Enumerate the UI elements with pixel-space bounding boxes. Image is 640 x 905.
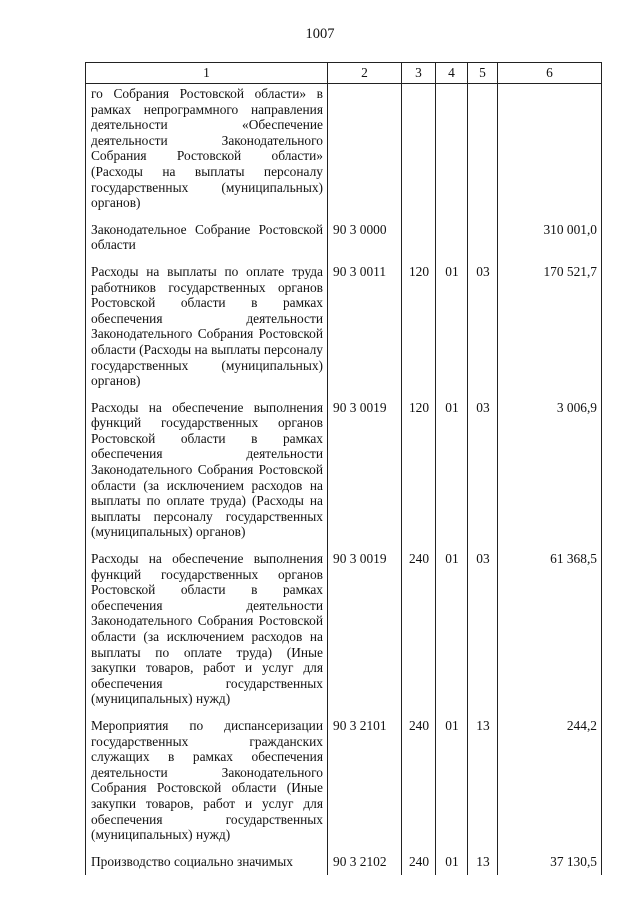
table-row [86, 712, 602, 848]
row-amount: 3 006,9 [498, 394, 602, 545]
row-amount [498, 84, 602, 216]
row-vr: 120 [402, 258, 436, 394]
row-description: Расходы на выплаты по оплате труда работников государственных органов Ростовской области в рамках обеспечения деятельности Законодательного Собрания Ростовской области (Расходы на выплаты персоналу государственных (муниципальных) органов) [86, 258, 328, 394]
header-col-1: 1 [86, 63, 328, 84]
row-code: 90 3 2101 [328, 712, 402, 848]
row-vr [402, 84, 436, 216]
row-vr: 240 [402, 712, 436, 848]
row-rz: 01 [436, 545, 468, 712]
row-code: 90 3 0019 [328, 545, 402, 712]
row-description: Производство социально значимых [86, 848, 328, 876]
table-row [86, 216, 602, 258]
row-amount: 170 521,7 [498, 258, 602, 394]
table-row [86, 258, 602, 394]
row-description: Расходы на обеспечение выполнения функций государственных органов Ростовской области в рамках обеспечения деятельности Законодательного Собрания Ростовской области (за исключением расходов на выплаты по оплате труда) (Иные закупки товаров, работ и услуг для обеспечения государственных (муниципальных) нужд) [86, 545, 328, 712]
row-amount: 244,2 [498, 712, 602, 848]
row-description: Законодательное Собрание Ростовской области [86, 216, 328, 258]
row-rz [436, 216, 468, 258]
row-rz [436, 84, 468, 216]
row-vr: 120 [402, 394, 436, 545]
row-pr: 03 [468, 258, 498, 394]
table-body [86, 84, 602, 876]
row-description: Расходы на обеспечение выполнения функций государственных органов Ростовской области в рамках обеспечения деятельности Законодательного Собрания Ростовской области (за исключением расходов на выплаты по оплате труда) (Расходы на выплаты персоналу государственных (муниципальных) органов) [86, 394, 328, 545]
table-row [86, 848, 602, 876]
row-code: 90 3 0019 [328, 394, 402, 545]
row-rz: 01 [436, 258, 468, 394]
table-row [86, 545, 602, 712]
row-description: Мероприятия по диспансеризации государственных гражданских служащих в рамках обеспечения деятельности Законодательного Собрания Ростовской области (Иные закупки товаров, работ и услуг для обеспечения государственных (муниципальных) нужд) [86, 712, 328, 848]
row-description: го Собрания Ростовской области» в рамках непрограммного направления деятельности «Обеспечение деятельности Законодательного Собрания Ростовской области» (Расходы на выплаты персоналу государственных (муниципальных) органов) [86, 84, 328, 216]
row-amount: 310 001,0 [498, 216, 602, 258]
page-number: 1007 [305, 26, 335, 42]
header-col-6: 6 [498, 63, 602, 84]
table-row [86, 394, 602, 545]
budget-table [85, 62, 602, 875]
header-col-2: 2 [328, 63, 402, 84]
row-code: 90 3 0011 [328, 258, 402, 394]
row-amount: 61 368,5 [498, 545, 602, 712]
row-pr [468, 84, 498, 216]
table-row [86, 84, 602, 216]
row-vr: 240 [402, 848, 436, 876]
row-code: 90 3 0000 [328, 216, 402, 258]
header-col-4: 4 [436, 63, 468, 84]
row-code: 90 3 2102 [328, 848, 402, 876]
header-col-5: 5 [468, 63, 498, 84]
row-pr [468, 216, 498, 258]
row-vr: 240 [402, 545, 436, 712]
row-vr [402, 216, 436, 258]
row-rz: 01 [436, 712, 468, 848]
row-pr: 03 [468, 394, 498, 545]
row-pr: 03 [468, 545, 498, 712]
header-col-3: 3 [402, 63, 436, 84]
row-pr: 13 [468, 712, 498, 848]
row-rz: 01 [436, 394, 468, 545]
row-amount: 37 130,5 [498, 848, 602, 876]
row-rz: 01 [436, 848, 468, 876]
row-pr: 13 [468, 848, 498, 876]
row-code [328, 84, 402, 216]
header-row [86, 63, 602, 84]
table-header [86, 63, 602, 84]
